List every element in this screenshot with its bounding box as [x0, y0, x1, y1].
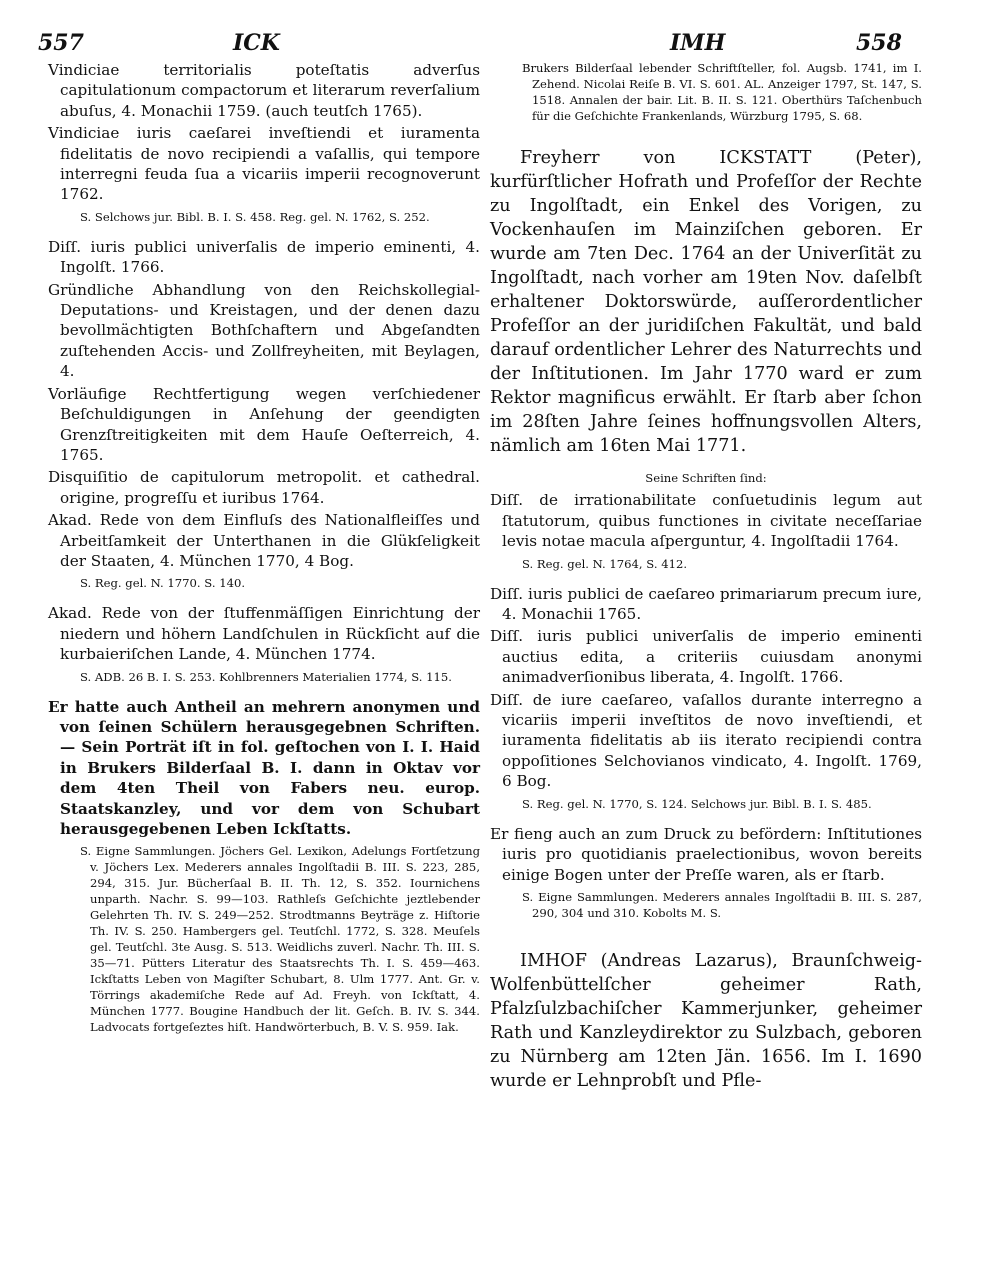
entry-institutiones: Er fieng auch an zum Druck zu befördern: Inſtitutiones iuris pro quotidianis praelectionibus, wovon bereits einige Bogen unter der Preſſe waren, als er ſtarb.	[490, 824, 922, 884]
entry-vindiciae-iuris: Vindiciae iuris caeſarei inveſtiendi et iuramenta fidelitatis de novo recipiendi a vaſallis, qui tempore interregni feuda ſua a vicariis imperii recognoverunt 1762.	[48, 124, 480, 204]
reference-note: S. ADB. 26 B. I. S. 253. Kohlbrenners Materialien 1774, S. 115.	[80, 669, 452, 684]
column-heading-right: IMH	[670, 30, 726, 56]
reference-note: S. Reg. gel. N. 1770. S. 140.	[80, 576, 246, 591]
entry-rede-landschulen: Akad. Rede von der ſtuffenmäſſigen Einrichtung der niedern und höhern Landſchulen in Rückſicht auf die kurbaieriſchen Lande, 4. München 1774.	[48, 604, 480, 664]
entry-rechtfertigung: Vorläufige Rechtfertigung wegen verſchiedener Beſchuldigungen in Anſehung der geendigten Grenzſtreitigkeiten mit dem Hauſe Oeſterreich, 4. 1765.	[48, 384, 480, 464]
biography-imhof-andreas: IMHOF (Andreas Lazarus), Braunſchweig-Wolfenbüttelſcher geheimer Rath, Pfalzſulzbachiſcher Kammerjunker, geheimer Rath und Kanzleydirektor zu Sulzbach, geboren zu Nürnberg am 12ten Jän. 1656. Im I. 1690 wurde er Lehnprobſt und Pfle-	[490, 950, 922, 1091]
entry-rede-einfluss: Akad. Rede von dem Einfluſs des Nationalfleiſſes und Arbeitſamkeit der Unterthanen in die Glükſeligkeit der Staaten, 4. München 1770, 4 Bog.	[48, 511, 480, 570]
left-column	[48, 60, 480, 1047]
entry-diss-precum: Diſſ. iuris publici de caeſareo primariarum precum iure, 4. Monachii 1765.	[490, 584, 922, 624]
entry-diss-iure-caesareo: Diſſ. de iure caeſareo, vaſallos durante interregno a vicariis imperii inveſtitos de novo inveſtiendi, et iuramenta fidelitatis ab iis iterato recipiendi contra oppoſitiones Selchovianos vindicato, 4. Ingolſt. 1769, 6 Bog.	[490, 690, 922, 791]
column-heading-left: ICK	[233, 30, 280, 56]
entry-diss-imperio: Diſſ. iuris publici univerſalis de imperio eminenti auctius edita, a criteriis cuiusdam anonymi animadverſionibus liberata, 4. Ingolſt. 1766.	[490, 627, 922, 687]
reference-note: S. Reg. gel. N. 1770, S. 124. Selchows jur. Bibl. B. I. S. 485.	[522, 796, 872, 811]
biography-ickstatt-peter: Freyherr von ICKSTATT (Peter), kurfürſtlicher Hofrath und Profeſſor der Rechte zu Ingolſtadt, ein Enkel des Vorigen, zu Vockenhauſen im Mainziſchen geboren. Er wurde am 7ten Dec. 1764 an der Univerſität zu Ingolſtadt, nach vorher am 19ten Nov. daſelbſt erhaltener Doktorswürde, auſſerordentlicher Profeſſor an der juridiſchen Fakultät, und bald darauf ordentlicher Lehrer des Naturrechts und der Inſtitutionen. Im Jahr 1770 ward er zum Rektor magnificus erwählt. Er ſtarb aber ſchon im 28ſten Jahre ſeines hoffnungsvollen Alters, nämlich am 16ten Mai 1771.	[490, 148, 922, 456]
entry-antheil-portrait: Er hatte auch Antheil an mehrern anonymen und von ſeinen Schülern herausgegebnen Schriften.— Sein Porträt iſt in fol. geſtochen von I. I. Haid in Brukers Bilderſaal B. I. dann in Oktav vor dem 4ten Theil von Fabers neu. europ. Staatskanzley, und vor dem von Schubart herausgegebenen Leben Ickſtatts.	[48, 697, 480, 838]
reference-note: S. Selchows jur. Bibl. B. I. S. 458. Reg. gel. N. 1762, S. 252.	[80, 209, 430, 224]
page-header	[38, 30, 908, 60]
entry-diss-irrationabilitate: Diſſ. de irrationabilitate conſuetudinis legum aut ſtatutorum, quibus functiones in civitate neceſſariae levis notae macula aſperguntur, 4. Ingolſtadii 1764.	[490, 491, 922, 551]
page-number-left: 557	[38, 30, 84, 56]
section-subheading: Seine Schriften ſind:	[645, 471, 767, 485]
reference-note-continued: Brukers Bilderſaal lebender Schriftſteller, fol. Augsb. 1741, im I. Zehend. Nicolai Reiſe B. VI. S. 601. AL. Anzeiger 1797, St. 147, S. 1518. Annalen der bair. Lit. B. II. S. 121. Oberthürs Taſchenbuch für die Geſchichte Frankenlands, Würzburg 1795, S. 68.	[522, 61, 922, 123]
right-column	[490, 60, 922, 1093]
reference-note: S. Reg. gel. N. 1764, S. 412.	[522, 556, 688, 571]
entry-disquisitio: Disquiſitio de capitulorum metropolit. et cathedral. origine, progreſſu et iuribus 1764.	[48, 468, 480, 507]
entry-vindiciae-territorialis: Vindiciae territorialis poteſtatis adverſus capitulationum compactorum et literarum reverſalium abuſus, 4. Monachii 1759. (auch teutſch 1765).	[48, 61, 480, 120]
reference-note: S. Eigne Sammlungen. Jöchers Gel. Lexikon, Adelungs Fortſetzung v. Jöchers Lex. Mederers annales Ingolſtadii B. III. S. 223, 285, 294, 315. Jur. Bücherſaal B. II. Th. 12, S. 352. Iournichens unparth. Nachr. S. 99—103. Rathleſs Geſchichte jeztlebender Gelehrten Th. IV. S. 249—252. Strodtmanns Beyträge z. Hiſtorie Th. IV. S. 250. Hambergers gel. Teutſchl. 1772, S. 328. Meuſels gel. Teutſchl. 3te Ausg. S. 513. Weidlichs zuverl. Nachr. Th. III. S. 35—71. Pütters Literatur des Staatsrechts Th. I. S. 459—463. Ickſtatts Leben von Magiſter Schubart, 8. Ulm 1777. Ant. Gr. v. Törrings akademiſche Rede auf Ad. Freyh. von Ickſtatt, 4. München 1777. Bougine Handbuch der lit. Geſch. B. IV. S. 344. Ladvocats fortgeſeztes hiſt. Handwörterbuch, B. V. S. 959. Iak.	[80, 844, 480, 1035]
page-number-right: 558	[856, 30, 902, 56]
entry-abhandlung: Gründliche Abhandlung von den Reichskollegial-Deputations- und Kreistagen, und der denen dazu bevollmächtigten Bothſchaftern und Abgeſandten zuſtehenden Accis- und Zollfreyheiten, mit Beylagen, 4.	[48, 280, 480, 381]
reference-note: S. Eigne Sammlungen. Mederers annales Ingolſtadii B. III. S. 287, 290, 304 und 310. Kobolts M. S.	[522, 889, 922, 920]
entry-diss-imperio: Diſſ. iuris publici univerſalis de imperio eminenti, 4. Ingolſt. 1766.	[48, 237, 480, 277]
